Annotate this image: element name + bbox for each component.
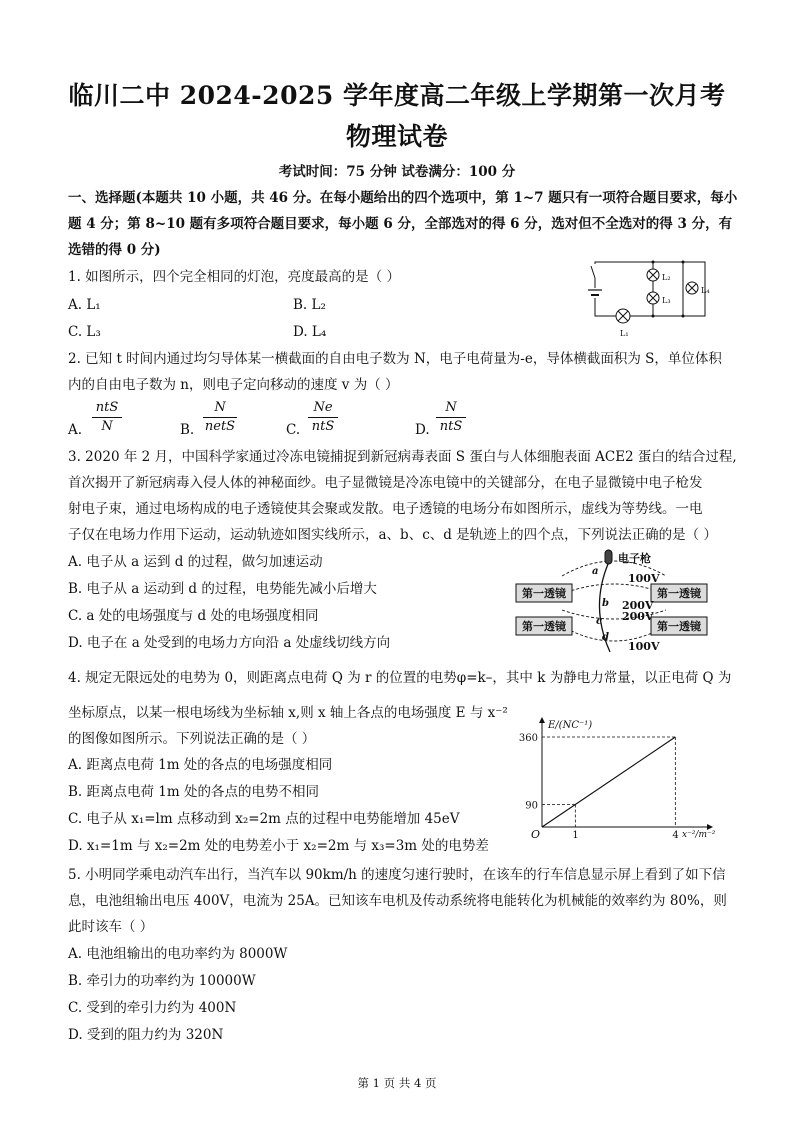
subject-title: 物理试卷: [345, 122, 448, 151]
lamp-l4-label: L₄: [701, 286, 710, 295]
q5-option-d: D. 受到的阻力约为 320N: [68, 1027, 224, 1043]
x-tick-label: 4: [672, 830, 679, 841]
q4-option-d: D. x₁=1m 与 x₂=2m 处的电势差小于 x₂=2m 与 x₃=3m 处的电势差: [68, 838, 489, 854]
q3-stem: 射电子束，通过电场构成的电子透镜使其会聚或发散。电子透镜的电场分布如图所示，虚线为等势线。一电: [68, 501, 703, 517]
voltage-label-bottom: 100V: [628, 640, 660, 653]
svg-text:第一透镜: 第一透镜: [657, 587, 701, 600]
q4-e-vs-x-chart: [516, 712, 726, 842]
q3-option-c: C. a 处的电场强度与 d 处的电场强度相同: [68, 608, 319, 624]
q3-option-b: B. 电子从 a 运动到 d 的过程，电势能先减小后增大: [68, 581, 377, 597]
q2-stem: 内的自由电子数为 n，则电子定向移动的速度 v 为（ ）: [68, 377, 399, 393]
first-lens-right-top: [651, 584, 707, 602]
lamp-l2-icon: [647, 269, 659, 281]
q5-stem: 5. 小明同学乘电动汽车出行，当汽车以 90km/h 的速度匀速行驶时，在该车的行车信息显示屏上看到了如下信: [68, 867, 726, 883]
voltage-label-mid-bottom: 200V: [622, 610, 654, 623]
q3-stem: 子仅在电场力作用下运动，运动轨迹如图实线所示，a、b、c、d 是轨迹上的四个点，下列说法正确的是（ ）: [68, 527, 717, 543]
q5-option-a: A. 电池组输出的电功率约为 8000W: [68, 946, 288, 962]
q2-option-c-fraction: Ne ntS: [308, 400, 338, 435]
first-lens-left-top: [516, 584, 572, 602]
q1-circuit-diagram: [583, 250, 733, 350]
q3-stem: 3. 2020 年 2 月，中国科学家通过冷冻电镜捕捉到新冠病毒表面 S 蛋白与人体细胞表面 ACE2 蛋白的结合过程,: [68, 449, 737, 465]
electron-gun-icon: [605, 550, 612, 564]
q2-option-a-letter: A.: [68, 422, 83, 438]
q1-stem: 1. 如图所示，四个完全相同的灯泡，亮度最高的是（ ）: [68, 269, 400, 285]
svg-text:第一透镜: 第一透镜: [522, 587, 566, 600]
q2-option-c-letter: C.: [286, 422, 301, 438]
q3-option-d: D. 电子在 a 处受到的电场力方向沿 a 处虚线切线方向: [68, 635, 391, 651]
q2-option-b-fraction: N netS: [204, 400, 236, 434]
point-a-label: a: [592, 566, 599, 577]
q1-option-d: D. L₄: [293, 324, 327, 340]
section-heading: 一、选择题(本题共 10 小题，共 46 分。在每小题给出的四个选项中，第 1~7 题只有一项符合题目要求，每小: [68, 190, 738, 206]
q2-option-d-letter: D.: [415, 422, 430, 438]
q5-option-b: B. 牵引力的功率约为 10000W: [68, 973, 256, 989]
q3-stem: 首次揭开了新冠病毒入侵人体的神秘面纱。电子显微镜是冷冻电镜中的关键部分，在电子显微镜中电子枪发: [68, 475, 703, 491]
point-b-label: b: [602, 598, 609, 609]
q4-stem: 4. 规定无限远处的电势为 0，则距离点电荷 Q 为 r 的位置的电势φ=k–，其中 k 为静电力常量，以正电荷 Q 为: [68, 670, 732, 686]
y-tick-label: 360: [518, 733, 538, 744]
svg-text:第一透镜: 第一透镜: [657, 620, 701, 633]
q5-option-c: C. 受到的牵引力约为 400N: [68, 1000, 237, 1016]
q4-stem: 坐标原点，以某一根电场线为坐标轴 x,则 x 轴上各点的电场强度 E 与 x⁻²: [68, 705, 508, 721]
voltage-label-mid-top: 200V: [622, 599, 654, 612]
data-line: [542, 737, 675, 827]
q3-option-a: A. 电子从 a 运到 d 的过程，做匀加速运动: [68, 554, 323, 570]
exam-info: 考试时间：75 分钟 试卷满分：100 分: [278, 164, 516, 180]
q2-option-b-letter: B.: [180, 422, 195, 438]
first-lens-right-bottom: [651, 617, 707, 635]
section-heading: 题 4 分；第 8~10 题有多项符合题目要求，每小题 6 分，全部选对的得 6 分，选对但不全选对的得 3 分，有: [68, 216, 733, 232]
q2-stem: 2. 已知 t 时间内通过均匀导体某一横截面的自由电子数为 N，电子电荷量为-e，导体横截面积为 S，单位体积: [68, 351, 722, 367]
point-c-label: c: [596, 616, 603, 627]
q1-option-c: C. L₃: [68, 324, 101, 340]
q3-electron-lens-diagram: [514, 548, 714, 654]
lamp-l1-label: L₁: [620, 329, 629, 338]
lamp-l3-label: L₃: [662, 296, 671, 305]
y-axis-label: E/(NC⁻¹): [548, 720, 593, 731]
point-d-label: d: [602, 632, 609, 643]
q2-option-d-fraction: N ntS: [436, 400, 466, 435]
origin-label: O: [531, 828, 541, 841]
y-tick-label: 90: [525, 800, 538, 812]
exam-title: 临川二中 2024-2025 学年度高二年级上学期第一次月考: [68, 81, 726, 110]
section-heading: 选错的得 0 分): [68, 242, 161, 258]
q4-option-b: B. 距离点电荷 1m 处的各点的电势不相同: [68, 784, 319, 800]
voltage-label-top: 100V: [628, 572, 660, 585]
svg-text:第一透镜: 第一透镜: [522, 620, 566, 633]
q4-stem: 的图像如图所示。下列说法正确的是（ ）: [68, 731, 316, 747]
q2-option-a-fraction: ntS N: [92, 400, 122, 435]
lamp-l3-icon: [647, 292, 659, 304]
q4-option-c: C. 电子从 x₁=lm 点移动到 x₂=2m 点的过程中电势能增加 45eV: [68, 811, 460, 827]
q1-option-b: B. L₂: [293, 297, 326, 313]
lamp-l1-icon: [616, 309, 630, 323]
lamp-l4-icon: [686, 282, 698, 294]
q5-stem: 息，电池组输出电压 400V，电流为 25A。已知该车电机及传动系统将电能转化为机械能的效率约为 80%，则: [68, 893, 727, 909]
page-number: 第 1 页 共 4 页: [357, 1076, 437, 1090]
first-lens-left-bottom: [516, 617, 572, 635]
q5-stem: 此时该车（ ）: [68, 919, 154, 935]
q1-option-a: A. L₁: [68, 297, 101, 313]
lamp-l2-label: L₂: [662, 273, 671, 282]
electron-gun-label: 电子枪: [618, 552, 651, 565]
q4-option-a: A. 距离点电荷 1m 处的各点的电场强度相同: [68, 757, 333, 773]
x-axis-label: x⁻²/m⁻²: [682, 830, 716, 840]
x-tick-label: 1: [572, 830, 579, 841]
